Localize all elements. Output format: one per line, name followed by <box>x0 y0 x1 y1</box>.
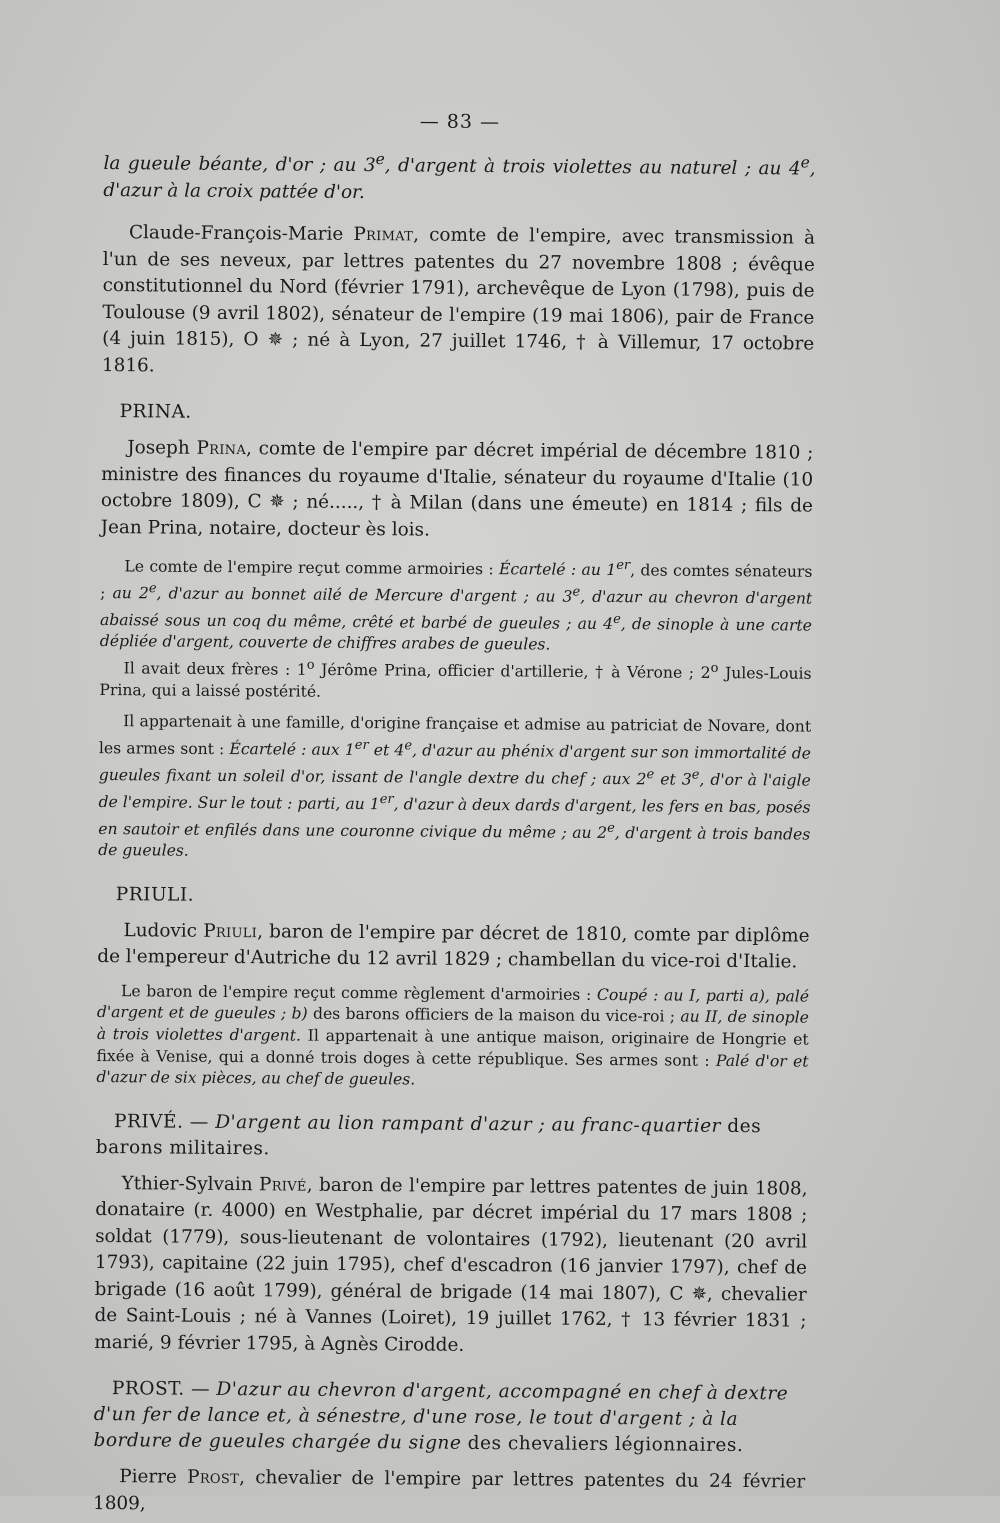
heading-priuli: PRIULI. <box>115 883 195 906</box>
paragraph-primat-bio: Claude-François-Marie Primat, comte de l'empire, avec transmission à l'un de ses neveux, par lettres patentes du 27 novembre 1808 ; évêque constitutionnel du Nord (février 1791), archevêque de Lyon (1798), puis de Toulouse (9 avril 1802), sénateur de l'empire (19 mai 1806), pair de France (4 juin 1815), O ✵ ; né à Lyon, 27 juillet 1746, † à Villemur, 17 octobre 1816. <box>101 222 816 377</box>
paragraph-prina-family: Il appartenait à une famille, d'origine française et admise au patriciat de Novare, dont les armes sont : Écartelé : aux 1er et 4e, d'azur au phénix d'argent sur son immortalité de gueules fixant un soleil d'or, issant de l'angle dextre du chef ; aux 2e et 3e, d'or à l'aigle de l'empire. Sur le tout : parti, au 1er, d'azur à deux dards d'argent, les fers en bas, posés en sautoir et enfilés dans une couronne civique du même ; au 2e, d'argent à trois bandes de gueules. <box>98 712 812 860</box>
surname-primat: Primat <box>353 224 414 246</box>
paragraph-priuli-arms: Le baron de l'empire reçut comme règlement d'armoiries : Coupé : au I, parti a), palé d'argent et de gueules ; b) des barons officiers de la maison du vice-roi ; au II, de sinople à trois violettes d'argent. Il appartenait à une antique maison, originaire de Hongrie et fixée à Venise, qui a donné trois doges à cette république. Ses armes sont : Palé d'or et d'azur de six pièces, au chef de gueules. <box>96 981 810 1089</box>
heading-prost: PROST. — D'azur au chevron d'argent, accompagné en chef à dextre d'un fer de lance et, à sénestre, d'une rose, le tout d'argent ; à la bordure de gueules chargée du signe des chevaliers légionnaires. <box>93 1378 789 1457</box>
paragraph-prina-brothers: Il avait deux frères : 1$^o$ Jérôme Prina, officier d'artillerie, † à Vérone ; 2$^o$ Jules-Louis Prina, qui a laissé postérité. <box>99 657 812 701</box>
paragraph-arms-continuation: la gueule béante, d'or ; au 3e, d'argent à trois violettes au naturel ; au 4e, d'azur à la croix pattée d'or. <box>103 150 816 203</box>
heading-prina: PRINA. <box>119 401 192 423</box>
surname-priuli: Priuli <box>203 920 258 942</box>
page-number: — 83 — <box>419 110 501 134</box>
surname-prost: Prost <box>187 1466 240 1489</box>
heading-prive: PRIVÉ. — D'argent au lion rampant d'azur ; au franc-quartier des barons militaires. <box>95 1110 762 1160</box>
page-content <box>93 108 816 1523</box>
surname-prive: Privé <box>258 1173 307 1196</box>
paragraph-prost-bio: Pierre Prost, chevalier de l'empire par lettres patentes du 24 février 1809, <box>92 1466 806 1515</box>
paragraph-prina-arms: Le comte de l'empire reçut comme armoiries : Écartelé : au 1er, des comtes sénateurs ; au 2e, d'azur au bonnet ailé de Mercure d'argent ; au 3e, d'azur au chevron d'argent abaissé sous un coq du même, crêté et barbé de gueules ; au 4e, de sinople à une carte dépliée d'argent, couverte de chiffres arabes de gueules. <box>99 557 813 654</box>
paragraph-prina-bio: Joseph Prina, comte de l'empire par décret impérial de décembre 1810 ; ministre des finances du royaume d'Italie, sénateur du royaume d'Italie (10 octobre 1809), C ✵ ; né....., † à Milan (dans une émeute) en 1814 ; fils de Jean Prina, notaire, docteur ès lois. <box>100 437 814 541</box>
paragraph-prive-bio: Ythier-Sylvain Privé, baron de l'empire par lettres patentes de juin 1808, donataire (r. 4000) en Westphalie, par décret impérial du 17 mars 1808 ; soldat (1779), sous-lieutenant de volontaires (1792), lieutenant (20 avril 1793), capitaine (22 juin 1795), chef d'escadron (16 janvier 1797), chef de brigade (16 août 1799), général de brigade (14 mai 1807), C ✵, chevalier de Saint-Louis ; né à Vannes (Loiret), 19 juillet 1762, † 13 février 1831 ; marié, 9 février 1795, à Agnès Cirodde. <box>94 1172 808 1356</box>
paragraph-priuli-bio: Ludovic Priuli, baron de l'empire par décret de 1810, comte par diplôme de l'empereur d'Autriche du 12 avril 1829 ; chambellan du vice-roi d'Italie. <box>97 919 810 973</box>
surname-prina: Prina <box>196 437 247 460</box>
